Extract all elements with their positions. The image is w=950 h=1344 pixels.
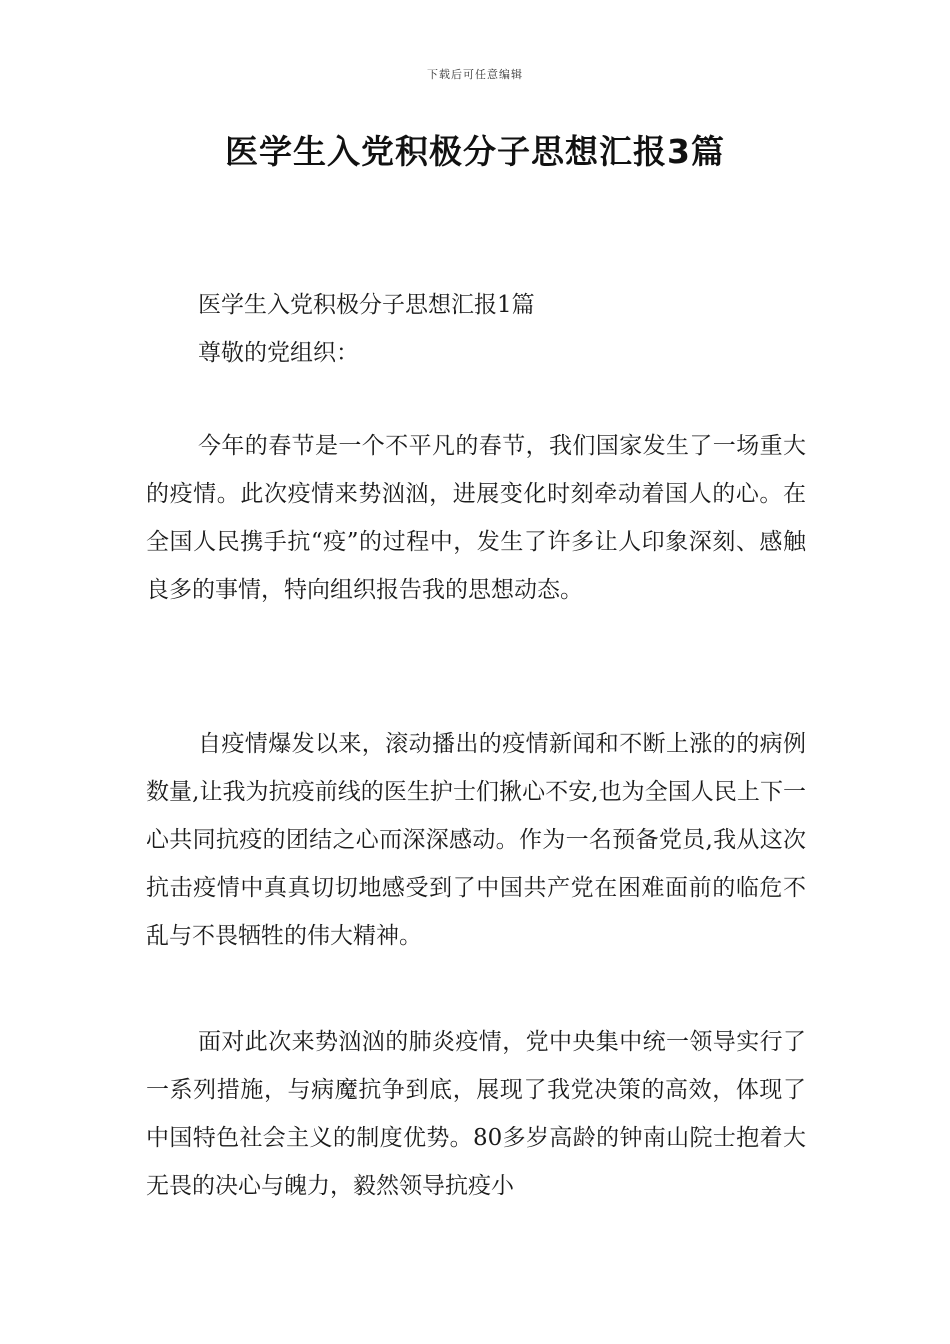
body-paragraph: 面对此次来势汹汹的肺炎疫情，党中央集中统一领导实行了一系列措施，与病魔抗争到底，展现了我党决策的高效，体现了中国特色社会主义的制度优势。80多岁高龄的钟南山院士抱着大无畏的决心与魄力，毅然领导抗疫小: [146, 1029, 806, 1199]
body-paragraph: 自疫情爆发以来，滚动播出的疫情新闻和不断上涨的的病例数量,让我为抗疫前线的医生护士们揪心不安,也为全国人民上下一心共同抗疫的团结之心而深深感动。作为一名预备党员,我从这次抗击疫情中真真切切地感受到了中国共产党在困难面前的临危不乱与不畏牺牲的伟大精神。: [146, 731, 806, 949]
subheading: 医学生入党积极分子思想汇报1篇: [198, 292, 535, 318]
paragraph-block-1: [146, 422, 806, 614]
salutation: 尊敬的党组织：: [198, 340, 359, 366]
header-note: 下载后可任意编辑: [427, 68, 523, 81]
subheading-block: [146, 281, 806, 329]
body-paragraph: 今年的春节是一个不平凡的春节，我们国家发生了一场重大的疫情。此次疫情来势汹汹，进展变化时刻牵动着国人的心。在全国人民携手抗“疫”的过程中，发生了许多让人印象深刻、感触良多的事情，特向组织报告我的思想动态。: [146, 433, 806, 603]
document-title: 医学生入党积极分子思想汇报3篇: [225, 132, 725, 171]
paragraph-block-2: [146, 720, 806, 960]
paragraph-block-3: [146, 1018, 806, 1210]
salutation-block: [146, 329, 806, 377]
